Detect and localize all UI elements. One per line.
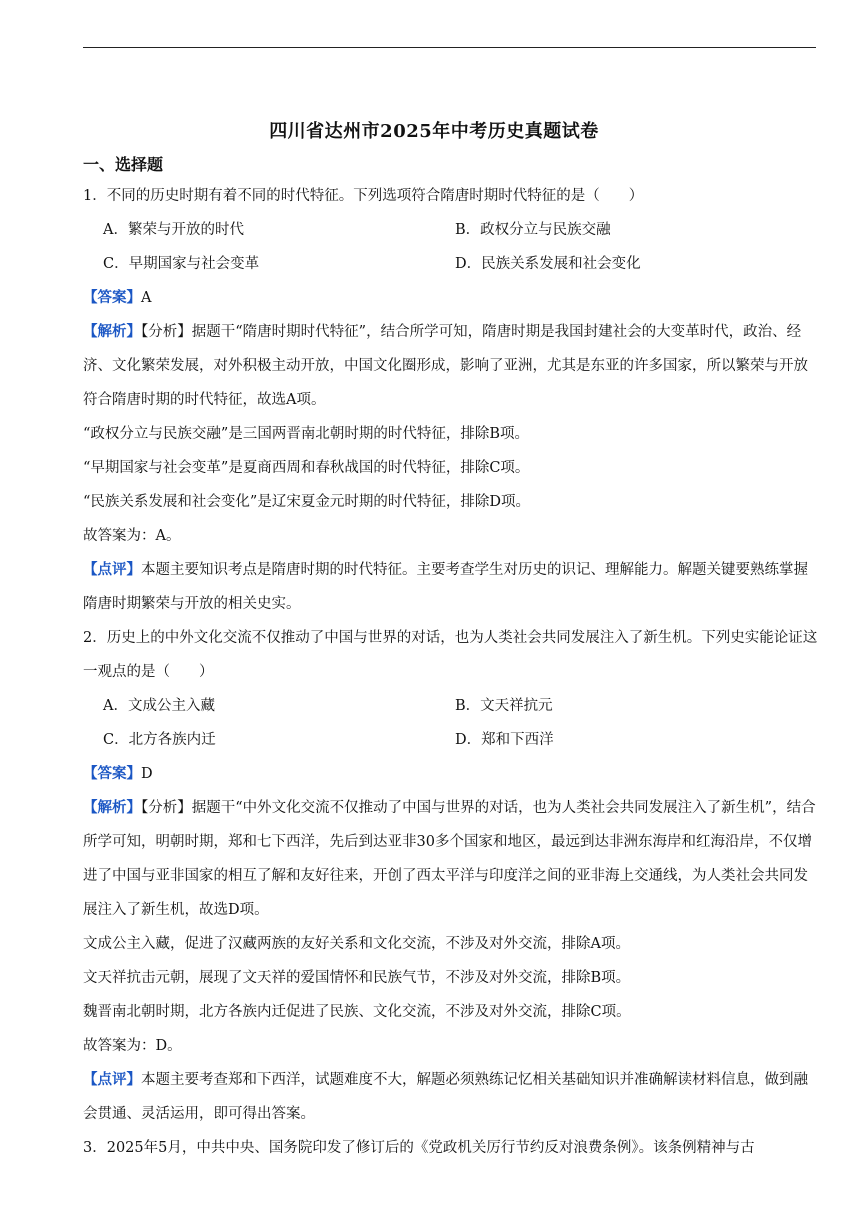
q1-analysis-text: 【分析】据题干“隋唐时期时代特征”，结合所学可知，隋唐时期是我国封建社会的大变革时代，政治、经济、文化繁荣发展，对外积极主动开放，中国文化圈形成，影响了亚洲，尤其是东亚的许多国家，所以繁荣与开放符合隋唐时期的时代特征，故选A项。 [83,324,808,408]
q1-option-b: B．政权分立与民族交融 [455,222,611,238]
q1-analysis-c: “早期国家与社会变革”是夏商西周和春秋战国的时代特征，排除C项。 [83,460,530,476]
q2-option-a: A．文成公主入藏 [103,698,215,714]
q2-answer-value: D [141,766,153,782]
q2-answer [83,757,818,791]
answer-label: 【答案】 [83,765,141,782]
q1-answer-value: A [141,290,152,306]
q3-stem: 3．2025年5月，中共中央、国务院印发了修订后的《党政机关厉行节约反对浪费条例》。该条例精神与古 [83,1140,755,1156]
q2-option-c: C．北方各族内迁 [103,732,216,748]
q2-final-answer: 故答案为：D。 [83,1038,182,1054]
q2-comment [83,1063,818,1131]
analysis-label: 【解析】 [83,323,141,340]
q1-final-answer: 故答案为：A。 [83,528,181,544]
page-title: 四川省达州市2025年中考历史真题试卷 [269,121,599,142]
document-body [83,179,818,1165]
q2-option-b: B．文天祥抗元 [455,698,553,714]
q1-analysis [83,315,818,417]
q2-analysis [83,791,818,927]
header-rule [83,47,816,48]
comment-label: 【点评】 [83,561,141,578]
q1-stem: 1．不同的历史时期有着不同的时代特征。下列选项符合隋唐时期时代特征的是（ ） [83,188,644,204]
q2-options-row-1 [83,689,818,723]
q2-option-d: D．郑和下西洋 [455,732,554,748]
q2-analysis-c: 魏晋南北朝时期，北方各族内迁促进了民族、文化交流，不涉及对外交流，排除C项。 [83,1004,631,1020]
q1-options-row-2 [83,247,818,281]
comment-label: 【点评】 [83,1071,141,1088]
q1-analysis-b: “政权分立与民族交融”是三国两晋南北朝时期的时代特征，排除B项。 [83,426,529,442]
answer-label: 【答案】 [83,289,141,306]
q2-stem: 2．历史上的中外文化交流不仅推动了中国与世界的对话，也为人类社会共同发展注入了新生机。下列史实能论证这一观点的是（ ） [83,630,818,680]
q1-answer [83,281,818,315]
q2-analysis-b: 文天祥抗击元朝，展现了文天祥的爱国情怀和民族气节，不涉及对外交流，排除B项。 [83,970,631,986]
q2-options-row-2 [83,723,818,757]
q2-analysis-a: 文成公主入藏，促进了汉藏两族的友好关系和文化交流，不涉及对外交流，排除A项。 [83,936,630,952]
q1-comment [83,553,818,621]
section-title: 一、选择题 [83,155,164,174]
q1-comment-text: 本题主要知识考点是隋唐时期的时代特征。主要考查学生对历史的识记、理解能力。解题关键要熟练掌握隋唐时期繁荣与开放的相关史实。 [83,562,808,612]
q1-option-c: C．早期国家与社会变革 [103,256,260,272]
q2-analysis-text: 【分析】据题干“中外文化交流不仅推动了中国与世界的对话，也为人类社会共同发展注入了新生机”，结合所学可知，明朝时期，郑和七下西洋，先后到达亚非30多个国家和地区，最远到达非洲东海岸和红海沿岸，不仅增进了中国与亚非国家的相互了解和友好往来，开创了西太平洋与印度洋之间的亚非海上交通线，为人类社会共同发展注入了新生机，故选D项。 [83,800,816,918]
q2-comment-text: 本题主要考查郑和下西洋，试题难度不大，解题必须熟练记忆相关基础知识并准确解读材料信息，做到融会贯通、灵活运用，即可得出答案。 [83,1072,808,1122]
analysis-label: 【解析】 [83,799,141,816]
q1-option-d: D．民族关系发展和社会变化 [455,256,641,272]
q1-options-row-1 [83,213,818,247]
q1-analysis-d: “民族关系发展和社会变化”是辽宋夏金元时期的时代特征，排除D项。 [83,494,530,510]
q1-option-a: A．繁荣与开放的时代 [103,222,244,238]
